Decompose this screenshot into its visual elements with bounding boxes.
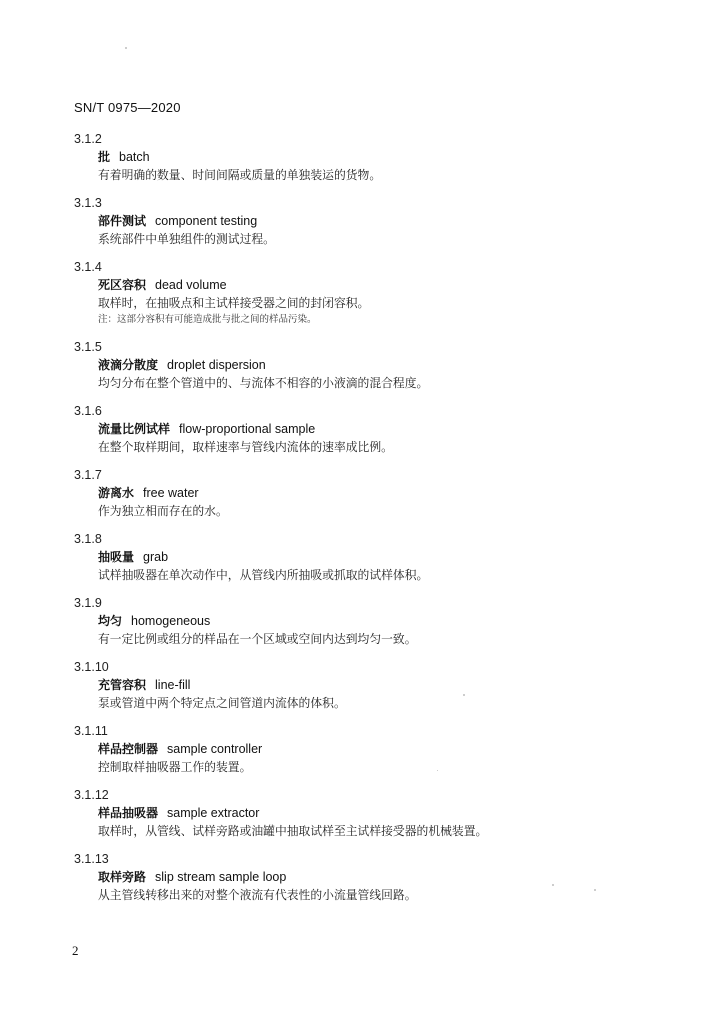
term-definition: 试样抽吸器在单次动作中，从管线内所抽吸或抓取的试样体积。 — [98, 568, 429, 582]
term-english: homogeneous — [131, 614, 211, 628]
term-heading — [98, 484, 674, 502]
term-number: 3.1.12 — [74, 788, 109, 802]
term-definition: 在整个取样期间，取样速率与管线内流体的速率成比例。 — [98, 440, 393, 454]
term-english: batch — [119, 150, 150, 164]
term-definition: 作为独立相而存在的水。 — [98, 504, 228, 518]
term-number: 3.1.3 — [74, 196, 102, 210]
term-definition: 取样时，在抽吸点和主试样接受器之间的封闭容积。 — [98, 296, 370, 310]
term-english: line-fill — [155, 678, 191, 692]
term-heading — [98, 356, 674, 374]
term-definition: 取样时，从管线、试样旁路或油罐中抽取试样至主试样接受器的机械装置。 — [98, 824, 488, 838]
term-chinese: 抽吸量 — [98, 550, 135, 564]
term-chinese: 取样旁路 — [98, 870, 147, 884]
term-number: 3.1.2 — [74, 132, 102, 146]
term-heading — [98, 548, 674, 566]
term-chinese: 批 — [98, 150, 111, 164]
term-definition: 均匀分布在整个管道中的、与流体不相容的小液滴的混合程度。 — [98, 376, 429, 390]
term-heading — [98, 868, 674, 886]
term-english: sample extractor — [167, 806, 260, 820]
standard-code-header: SN/T 0975—2020 — [74, 100, 181, 115]
term-english: sample controller — [167, 742, 263, 756]
term-definition: 有一定比例或组分的样品在一个区域或空间内达到均匀一致。 — [98, 632, 417, 646]
term-note: 注：这部分容积有可能造成批与批之间的样品污染。 — [98, 314, 317, 325]
term-english: component testing — [155, 214, 258, 228]
term-heading — [98, 804, 674, 822]
term-heading — [98, 276, 674, 294]
term-entry — [74, 723, 674, 776]
term-entry — [74, 259, 674, 328]
term-chinese: 均匀 — [98, 614, 123, 628]
term-english: flow-proportional sample — [179, 422, 316, 436]
term-chinese: 液滴分散度 — [98, 358, 159, 372]
term-entry — [74, 659, 674, 712]
term-english: droplet dispersion — [167, 358, 266, 372]
term-entry — [74, 403, 674, 456]
term-number: 3.1.5 — [74, 340, 102, 354]
term-number: 3.1.9 — [74, 596, 102, 610]
term-heading — [98, 420, 674, 438]
term-definition: 系统部件中单独组件的测试过程。 — [98, 232, 275, 246]
term-number: 3.1.7 — [74, 468, 102, 482]
term-english: dead volume — [155, 278, 227, 292]
term-definition: 泵或管道中两个特定点之间管道内流体的体积。 — [98, 696, 346, 710]
term-number: 3.1.8 — [74, 532, 102, 546]
term-number: 3.1.10 — [74, 660, 109, 674]
page-number: 2 — [72, 943, 79, 958]
term-heading — [98, 612, 674, 630]
term-chinese: 死区容积 — [98, 278, 147, 292]
term-entry — [74, 531, 674, 584]
term-chinese: 样品控制器 — [98, 742, 159, 756]
term-entry — [74, 339, 674, 392]
term-heading — [98, 740, 674, 758]
term-chinese: 样品抽吸器 — [98, 806, 159, 820]
scan-speck — [552, 884, 554, 886]
term-heading — [98, 676, 674, 694]
term-number: 3.1.13 — [74, 852, 109, 866]
terms-list — [74, 131, 674, 915]
term-entry — [74, 595, 674, 648]
term-definition: 控制取样抽吸器工作的装置。 — [98, 760, 252, 774]
term-english: grab — [143, 550, 169, 564]
scan-speck — [463, 694, 465, 696]
term-entry — [74, 851, 674, 904]
term-number: 3.1.4 — [74, 260, 102, 274]
scan-speck — [594, 889, 596, 891]
term-definition: 有着明确的数量、时间间隔或质量的单独装运的货物。 — [98, 168, 382, 182]
term-definition: 从主管线转移出来的对整个液流有代表性的小流量管线回路。 — [98, 888, 417, 902]
term-chinese: 游离水 — [98, 486, 135, 500]
scan-speck — [125, 47, 127, 49]
term-chinese: 部件测试 — [98, 214, 147, 228]
term-number: 3.1.6 — [74, 404, 102, 418]
term-number: 3.1.11 — [74, 724, 108, 738]
term-entry — [74, 195, 674, 248]
term-heading — [98, 148, 674, 166]
term-entry — [74, 787, 674, 840]
term-english: free water — [143, 486, 199, 500]
term-chinese: 流量比例试样 — [98, 422, 171, 436]
term-entry — [74, 467, 674, 520]
term-chinese: 充管容积 — [98, 678, 147, 692]
term-entry — [74, 131, 674, 184]
scan-speck — [437, 770, 438, 771]
term-heading — [98, 212, 674, 230]
term-english: slip stream sample loop — [155, 870, 287, 884]
